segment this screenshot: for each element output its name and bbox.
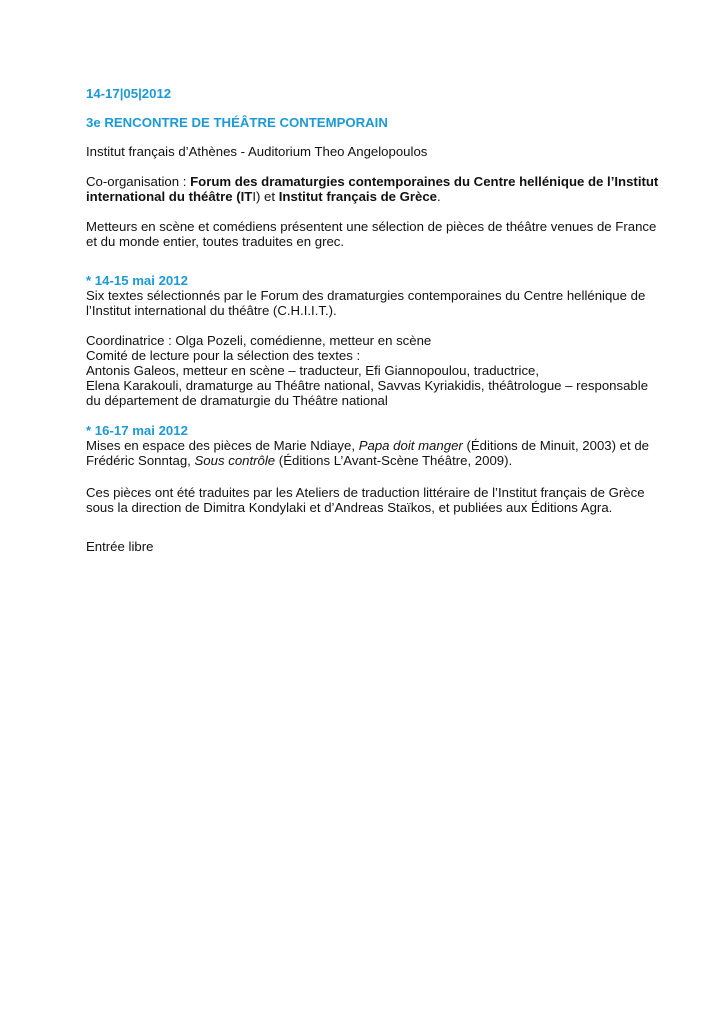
session2-text [86,438,666,468]
session1-text: Six textes sélectionnés par le Forum des dramaturgies contemporaines du Centre hellénique de l’Institut international du théâtre (C.H.I.I.T.). [86,288,646,318]
document-page [86,86,666,554]
session2-part1: Mises en espace des pièces de Marie Ndiaye, [86,438,359,453]
coorg-institut: Institut français de Grèce [278,189,438,204]
entry-text: Entrée libre [86,539,154,554]
intro-paragraph: Metteurs en scène et comédiens présentent une sélection de pièces de théâtre venues de France et du monde entier, toutes traduites en grec. [86,219,657,249]
session2-part2: (Éditions de Minuit [462,438,575,453]
play-title-1: Papa doit manger [358,438,463,453]
credits-block [86,333,666,408]
credits-committee: Comité de lecture pour la sélection des textes : [86,348,361,363]
session2-part4: (Éditions L’Avant-Scène Théâtre, 2009). [275,453,513,468]
session2-heading: * 16-17 mai 2012 [86,423,188,438]
event-title: 3e RENCONTRE DE THÉÂTRE CONTEMPORAIN [86,115,388,130]
coorg-i-letter: I [252,189,256,204]
translation-note: Ces pièces ont été traduites par les Ateliers de traduction littéraire de l’Institut français de Grèce sous la direction de Dimitra Kondylaki et d’Andreas Staïkos, et publiées aux Éditions Agra. [86,485,645,515]
coorg-forum: Forum des dramaturgies contemporaines du Centre hellénique de l’Institut international du théâtre (IT [86,174,659,204]
coorg-connector: ) et [256,189,279,204]
coorg-period: . [437,189,441,204]
session2-part3: , 2003) et de Frédéric Sonntag, [86,438,650,468]
coorganisation-paragraph [86,174,666,204]
credits-members-1: Antonis Galeos, metteur en scène – traducteur, Efi Giannopoulou, traductrice, [86,363,540,378]
session1-heading: * 14-15 mai 2012 [86,273,188,288]
coorg-prefix: Co-organisation : [86,174,191,189]
event-dates: 14-17|05|2012 [86,86,172,101]
credits-members-2: Elena Karakouli, dramaturge au Théâtre national, Savvas Kyriakidis, théâtrologue – responsable du département de dramaturgie du Théâtre national [86,378,649,408]
credits-coordinator: Coordinatrice : Olga Pozeli, comédienne, metteur en scène [86,333,432,348]
venue-text: Institut français d’Athènes - Auditorium Theo Angelopoulos [86,144,428,159]
play-title-2: Sous contrôle [194,453,276,468]
